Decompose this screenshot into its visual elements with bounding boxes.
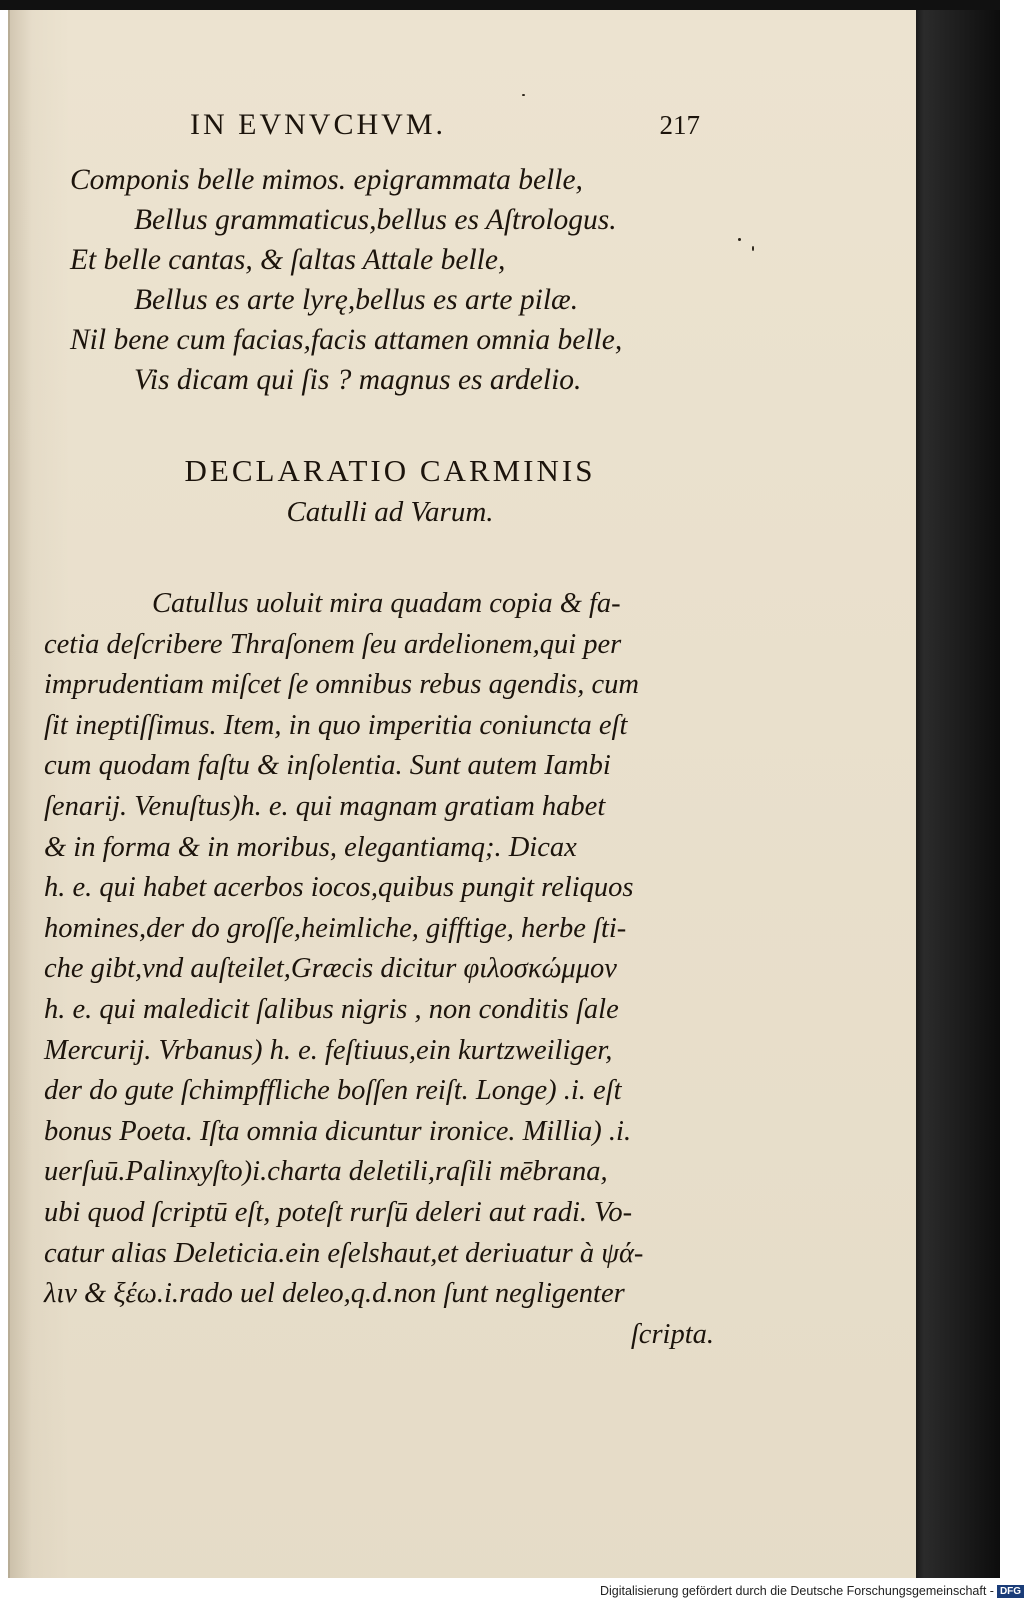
section-heading-line1: DECLARATIO CARMINIS	[184, 453, 596, 488]
ink-speck	[752, 246, 754, 251]
verse-line: Componis belle mimos. epigrammata belle,	[70, 164, 583, 196]
digitization-credit-text: Digitalisierung gefördert durch die Deutsche Forschungsgemeinschaft -	[600, 1584, 994, 1598]
epigram-verse	[70, 160, 710, 400]
ink-speck	[522, 94, 525, 96]
digitization-credit	[600, 1584, 1022, 1602]
commentary-text	[44, 584, 724, 1355]
section-heading	[110, 450, 670, 532]
verse-line: Et belle cantas, & ſaltas Attale belle,	[70, 244, 506, 276]
ink-speck	[738, 238, 741, 241]
commentary-line: ſit ineptiſſimus. Item, in quo imperitia coniuncta eſt	[44, 709, 628, 741]
commentary-line: imprudentiam miſcet ſe omnibus rebus agendis, cum	[44, 669, 639, 701]
book-page	[8, 10, 919, 1578]
running-head	[180, 108, 700, 148]
commentary-line: der do gute ſchimpffliche boſſen reiſt. Longe) .i. eſt	[44, 1075, 622, 1107]
commentary-line: cetia deſcribere Thraſonem ſeu ardelionem,qui per	[44, 628, 622, 660]
scan-right-margin	[916, 10, 1000, 1578]
commentary-line: catur alias Deleticia.ein eſelshaut,et deriuatur à ψά-	[44, 1237, 644, 1269]
section-heading-line2: Catulli ad Varum.	[286, 496, 494, 528]
scan-top-border	[0, 0, 1000, 10]
commentary-line: ubi quod ſcriptū eſt, poteſt rurſū deleri aut radi. Vo-	[44, 1196, 633, 1228]
commentary-line: λιν & ξέω.i.rado uel deleo,q.d.non ſunt negligenter	[44, 1278, 625, 1310]
verse-line: Bellus es arte lyrę,bellus es arte pilæ.	[134, 284, 579, 316]
page-number: 217	[659, 110, 700, 140]
commentary-line: homines,der do groſſe,heimliche, gifftige, herbe ſti-	[44, 912, 627, 944]
dfg-logo: DFG	[997, 1585, 1024, 1598]
commentary-line: che gibt,vnd auſteilet,Græcis dicitur φιλοσκώμμον	[44, 953, 617, 985]
verse-line: Vis dicam qui ſis ? magnus es ardelio.	[134, 364, 582, 396]
commentary-line: ſcripta.	[630, 1318, 714, 1350]
commentary-line: h. e. qui maledicit ſalibus nigris , non conditis ſale	[44, 993, 619, 1025]
commentary-line: bonus Poeta. Iſta omnia dicuntur ironice. Millia) .i.	[44, 1115, 632, 1147]
commentary-line: & in forma & in moribus, elegantiamq;. Dicax	[44, 831, 577, 863]
verse-line: Nil bene cum facias,facis attamen omnia belle,	[70, 324, 623, 356]
verse-line: Bellus grammaticus,bellus es Aſtrologus.	[134, 204, 617, 236]
commentary-line: h. e. qui habet acerbos iocos,quibus pungit reliquos	[44, 872, 634, 904]
commentary-line: Mercurij. Vrbanus) h. e. feſtiuus,ein kurtzweiliger,	[44, 1034, 613, 1066]
commentary-line: uerſuū.Palinxyſto)i.charta deletili,raſili mēbrana,	[44, 1156, 608, 1188]
commentary-line: Catullus uoluit mira quadam copia & fa-	[152, 588, 621, 619]
running-head-title: IN EVNVCHVM.	[190, 108, 446, 141]
commentary-line: ſenarij. Venuſtus)h. e. qui magnam gratiam habet	[44, 790, 606, 822]
commentary-line: cum quodam faſtu & inſolentia. Sunt autem Iambi	[44, 750, 611, 782]
